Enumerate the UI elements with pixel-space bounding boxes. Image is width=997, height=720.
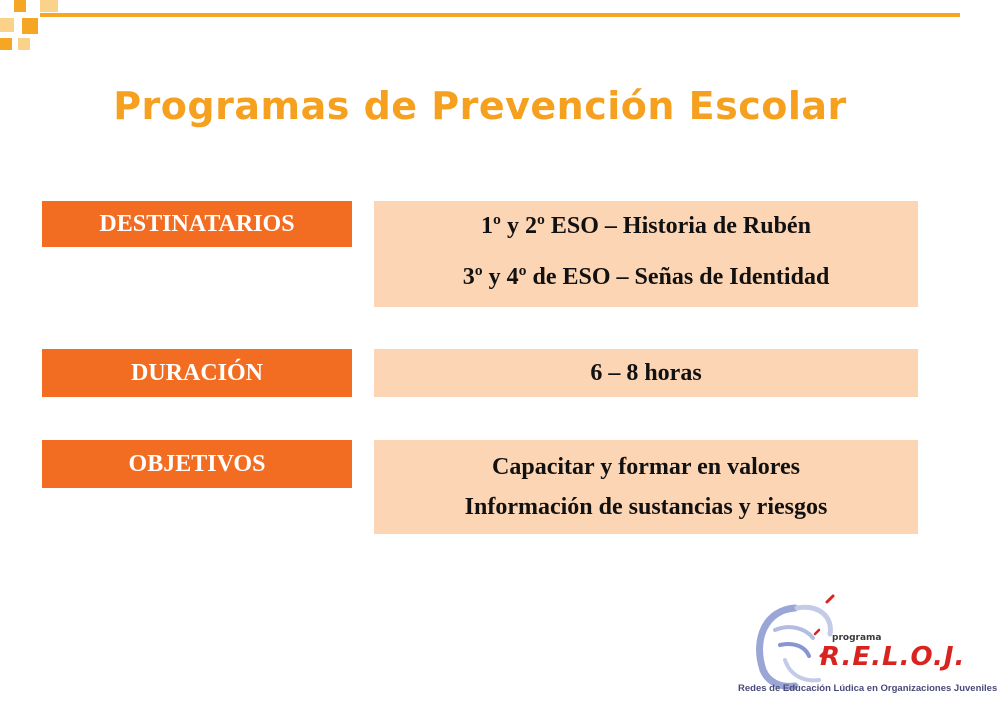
logo-tagline: Redes de Educación Lúdica en Organizaciones Juveniles xyxy=(738,683,997,694)
label-destinatarios: DESTINATARIOS xyxy=(42,201,352,247)
value-destinatarios xyxy=(374,201,918,307)
page-title: Programas de Prevención Escolar xyxy=(113,84,847,128)
value-line: Información de sustancias y riesgos xyxy=(464,494,828,520)
value-objetivos xyxy=(374,440,918,534)
value-line: Capacitar y formar en valores xyxy=(492,454,800,480)
label-objetivos: OBJETIVOS xyxy=(42,440,352,488)
corner-decoration-square xyxy=(0,38,12,50)
corner-decoration-square xyxy=(0,18,14,32)
logo-small-text: programa xyxy=(832,633,882,643)
corner-decoration-square xyxy=(22,18,38,34)
label-duracion: DURACIÓN xyxy=(42,349,352,397)
value-line: 6 – 8 horas xyxy=(590,360,702,386)
logo-main-text: R.E.L.O.J. xyxy=(820,642,966,672)
value-line: 1º y 2º ESO – Historia de Rubén xyxy=(481,213,811,239)
corner-decoration-square xyxy=(18,38,30,50)
value-line: 3º y 4º de ESO – Señas de Identidad xyxy=(462,264,830,290)
value-duracion xyxy=(374,349,918,397)
corner-decoration-square xyxy=(14,0,26,12)
header-rule xyxy=(40,13,960,17)
corner-decoration-square xyxy=(40,0,58,12)
